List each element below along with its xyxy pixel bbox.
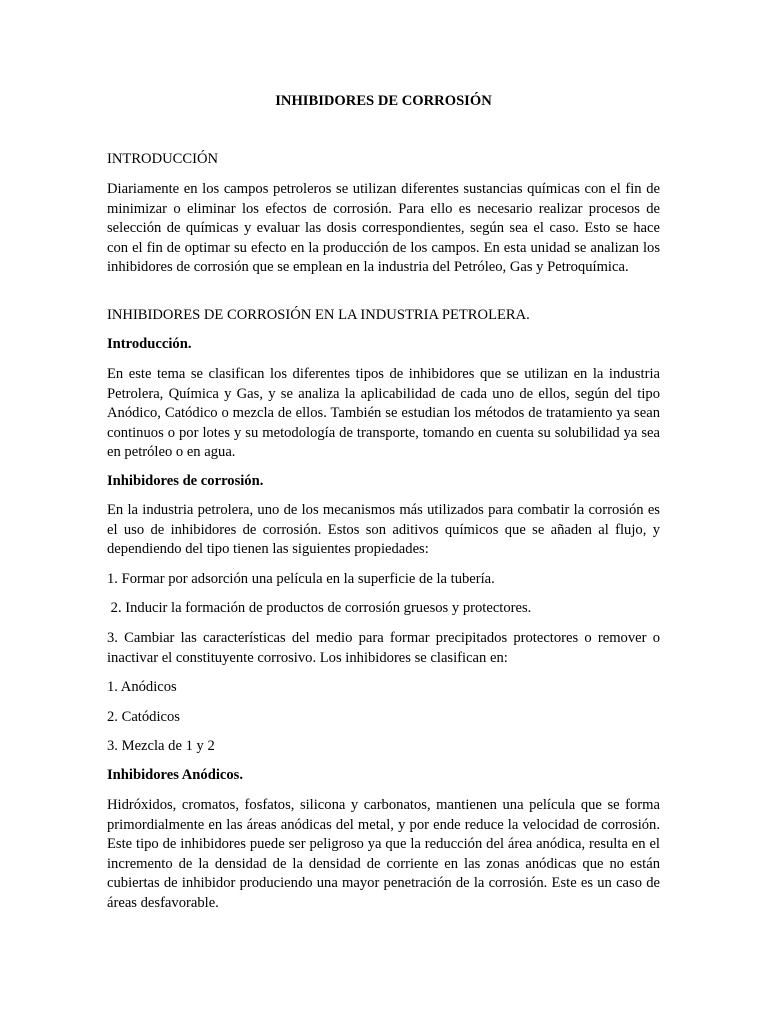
anodic-paragraph: Hidróxidos, cromatos, fosfatos, silicona y carbonatos, mantienen una película que se forma primordialmente en las áreas anódicas del metal, y por ende reduce la velocidad de corrosión. Este tipo de inhibidores puede ser peligroso ya que la reducción del área anódica, resulta en el incremento de la densidad de la densidad de corriente en las zonas anódicas que no están cubiertas de inhibidor produciendo una mayor penetración de la corrosión. Este es un caso de áreas desfavorable.: [107, 797, 660, 911]
property-item-1: 1. Formar por adsorción una película en la superficie de la tubería.: [107, 571, 495, 587]
section-heading: INHIBIDORES DE CORROSIÓN EN LA INDUSTRIA PETROLERA.: [107, 307, 530, 323]
property-item-3: 3. Cambiar las características del medio para formar precipitados protectores o remover o inactivar el constituyente corrosivo. Los inhibidores se clasifican en:: [107, 630, 660, 666]
class-item-2: 2. Catódicos: [107, 709, 180, 725]
property-item-2: 2. Inducir la formación de productos de corrosión gruesos y protectores.: [107, 600, 532, 616]
section-intro-paragraph: En este tema se clasifican los diferentes tipos de inhibidores que se utilizan en la industria Petrolera, Química y Gas, y se analiza la aplicabilidad de cada uno de ellos, según del tipo Anódico, Catódico o mezcla de ellos. También se estudian los métodos de tratamiento ya sean continuos o por lotes y su metodología de transporte, tomando en cuenta su solubilidad ya sea en petróleo o en agua.: [107, 366, 660, 460]
subheading-inhibitors: Inhibidores de corrosión.: [107, 473, 264, 489]
inhibitors-paragraph: En la industria petrolera, uno de los mecanismos más utilizados para combatir la corrosión es el uso de inhibidores de corrosión. Estos son aditivos químicos que se añaden al flujo, y dependiendo del tipo tienen las siguientes propiedades:: [107, 502, 660, 557]
document-title: INHIBIDORES DE CORROSIÓN: [275, 93, 492, 109]
intro-heading: INTRODUCCIÓN: [107, 151, 219, 167]
class-item-1: 1. Anódicos: [107, 679, 177, 695]
subheading-intro: Introducción.: [107, 336, 192, 352]
class-item-3: 3. Mezcla de 1 y 2: [107, 738, 215, 754]
subheading-anodic: Inhibidores Anódicos.: [107, 767, 243, 783]
intro-paragraph: Diariamente en los campos petroleros se utilizan diferentes sustancias químicas con el fin de minimizar o eliminar los efectos de corrosión. Para ello es necesario realizar procesos de selección de químicas y evaluar las dosis correspondientes, según sea el caso. Esto se hace con el fin de optimar su efecto en la producción de los campos. En esta unidad se analizan los inhibidores de corrosión que se emplean en la industria del Petróleo, Gas y Petroquímica.: [107, 181, 660, 275]
